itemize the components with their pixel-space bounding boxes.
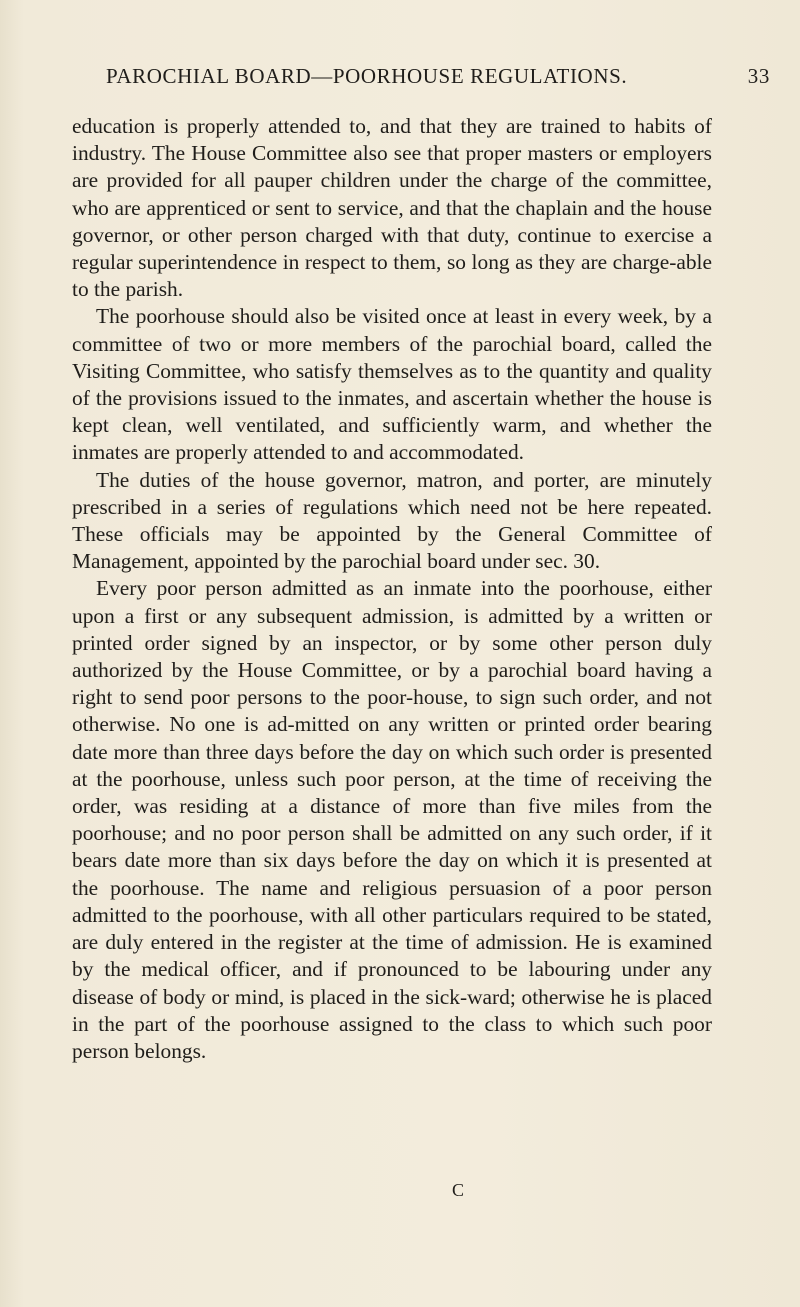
running-header — [100, 60, 780, 100]
paragraph-duties-of-officials: The duties of the house governor, matron, and porter, are minutely prescribed in a series of regulations which need not be here repeated. These officials may be appointed by the General Committee of Management, appointed by the parochial board under sec. 30. — [72, 467, 712, 574]
paragraph-visiting-committee: The poorhouse should also be visited once at least in every week, by a committee of two or more members of the parochial board, called the Visiting Committee, who satisfy themselves as to the quantity and quality of the provisions issued to the inmates, and ascertain whether the house is kept clean, well ventilated, and sufficiently warm, and whether the inmates are properly attended to and accommodated. — [72, 304, 712, 465]
paragraph-continuation: education is properly attended to, and that they are trained to habits of industry. The House Committee also see that proper masters or employers are provided for all pauper children under the charge of the committee, who are apprenticed or sent to service, and that the chaplain and the house governor, or other person charged with that duty, continue to exercise a regular superintendence in respect to them, so long as they are charge-able to the parish. — [72, 114, 712, 302]
body-text — [72, 113, 712, 1065]
running-title: PAROCHIAL BOARD—POORHOUSE REGULATIONS. — [106, 64, 628, 88]
paragraph-admission-rules: Every poor person admitted as an inmate into the poorhouse, either upon a first or any subsequent admission, is admitted by a written or printed order signed by an inspector, or by some other person duly authorized by the House Committee, or by a parochial board having a right to send poor persons to the poor-house, to sign such order, and not otherwise. No one is ad-mitted on any written or printed order bearing date more than three days before the day on which such order is presented at the poorhouse, unless such poor person, at the time of receiving the order, was residing at a distance of more than five miles from the poorhouse; and no poor person shall be admitted on any such order, if it bears date more than six days before the day on which it is presented at the poorhouse. The name and religious persuasion of a poor person admitted to the poorhouse, with all other particulars required to be stated, are duly entered in the register at the time of admission. He is examined by the medical officer, and if pronounced to be labouring under any disease of body or mind, is placed in the sick-ward; otherwise he is placed in the part of the poorhouse assigned to the class to which such poor person belongs. — [72, 576, 712, 1063]
page-number: 33 — [747, 64, 770, 88]
signature-mark: C — [452, 1180, 466, 1200]
